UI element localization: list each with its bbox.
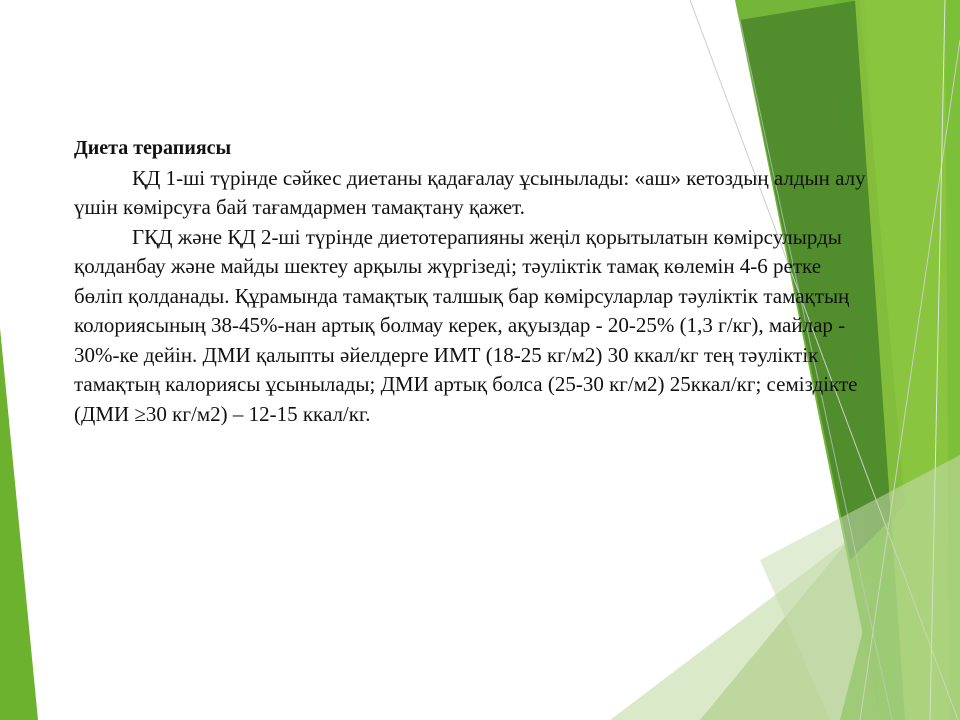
slide-text-body [74,134,874,429]
paragraph-type2-diabetes: ГҚД және ҚД 2-ші түрінде диетотерапияны жеңіл қорытылатын көмірсулырды қолданбау және майды шектеу арқылы жүргізеді; тәуліктік тамақ көлемін 4-6 ретке бөліп қолданады. Құрамында тамақтық талшық бар көмірсуларлар тәуліктік тамақтың колориясының 38-45%-нан артық болмау керек, ақуыздар - 20-25% (1,3 г/кг), майлар - 30%-ке дейін. ДМИ қалыпты әйелдерге ИМТ (18-25 кг/м2) 30 ккал/кг тең тәуліктік тамақтың калориясы ұсынылады; ДМИ артық болса (25-30 кг/м2) 25ккал/кг; семіздікте (ДМИ ≥30 кг/м2) – 12-15 ккал/кг. [74,224,858,426]
paragraph-type1-diabetes: ҚД 1-ші түрінде сәйкес диетаны қадағалау ұсынылады: «аш» кетоздың алдын алу үшін көмірсуға бай тағамдармен тамақтану қажет. [74,165,866,219]
slide-heading: Диета терапиясы [74,137,232,159]
left-green-sliver [0,328,38,720]
